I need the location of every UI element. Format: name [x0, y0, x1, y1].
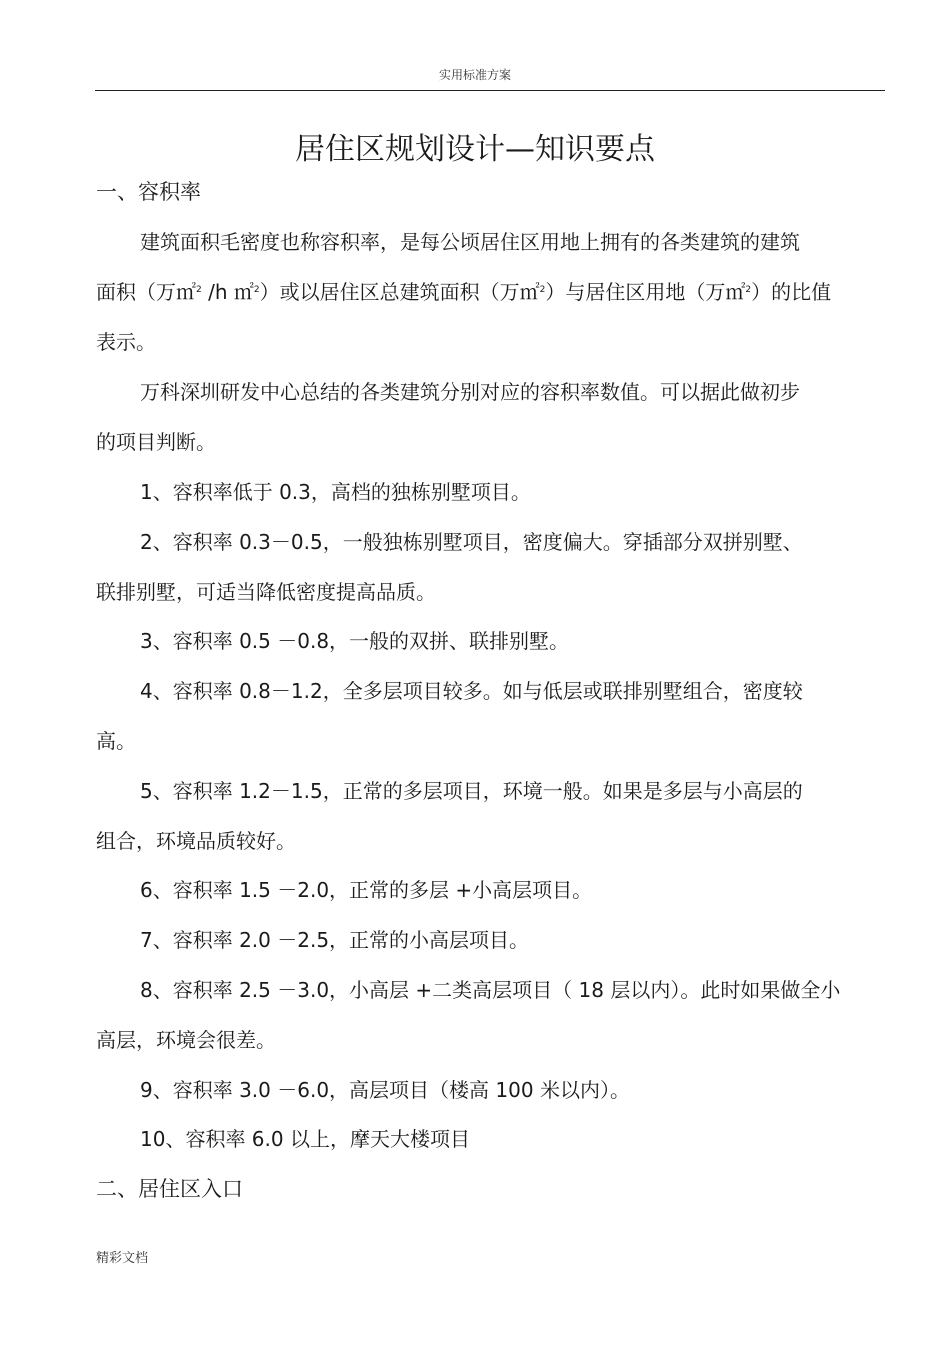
- list-item-7: 7、容积率 2.0 －2.5，正常的小高层项目。: [140, 928, 530, 952]
- list-item-4-line-2: 高。: [96, 729, 136, 753]
- list-item-9: 9、容积率 3.0 －6.0，高层项目（楼高 100 米以内）。: [140, 1078, 630, 1102]
- paragraph-1-line-1: 建筑面积毛密度也称容积率，是每公顷居住区用地上拥有的各类建筑的建筑: [140, 230, 800, 254]
- page-footer: 精彩文档: [96, 1251, 149, 1266]
- document-title: 居住区规划设计—知识要点: [295, 132, 655, 167]
- list-item-8-line-1: 8、容积率 2.5 －3.0，小高层 +二类高层项目（ 18 层以内）。此时如果做全小: [140, 978, 841, 1002]
- list-item-5-line-1: 5、容积率 1.2－1.5，正常的多层项目，环境一般。如果是多层与小高层的: [140, 779, 803, 803]
- paragraph-2-line-1: 万科深圳研发中心总结的各类建筑分别对应的容积率数值。可以据此做初步: [140, 380, 800, 404]
- list-item-1: 1、容积率低于 0.3，高档的独栋别墅项目。: [140, 480, 531, 504]
- superscript: 2: [253, 285, 260, 295]
- text-fragment: 面积（万㎡: [96, 280, 196, 304]
- superscript: 2: [539, 285, 546, 295]
- superscript: 2: [745, 285, 752, 295]
- list-item-10: 10、容积率 6.0 以上，摩天大楼项目: [140, 1127, 470, 1151]
- text-fragment: /h ㎡: [201, 280, 254, 304]
- text-fragment: ）或以居住区总建筑面积（万㎡: [259, 280, 540, 304]
- header-divider: [95, 90, 885, 91]
- list-item-5-line-2: 组合，环境品质较好。: [96, 829, 296, 853]
- list-item-3: 3、容积率 0.5 －0.8，一般的双拼、联排别墅。: [140, 629, 570, 653]
- list-item-2-line-1: 2、容积率 0.3－0.5，一般独栋别墅项目，密度偏大。穿插部分双拼别墅、: [140, 530, 803, 554]
- list-item-6: 6、容积率 1.5 －2.0，正常的多层 +小高层项目。: [140, 878, 593, 902]
- paragraph-1-line-3: 表示。: [96, 330, 156, 354]
- list-item-4-line-1: 4、容积率 0.8－1.2，全多层项目较多。如与低层或联排别墅组合，密度较: [140, 679, 803, 703]
- text-fragment: ）的比值: [751, 280, 832, 304]
- section-heading-2: 二、居住区入口: [96, 1177, 243, 1201]
- paragraph-1-line-2: [96, 278, 831, 306]
- superscript: 2: [196, 285, 202, 295]
- page-header: 实用标准方案: [438, 68, 511, 82]
- section-heading-1: 一、容积率: [96, 180, 201, 204]
- paragraph-2-line-2: 的项目判断。: [96, 430, 216, 454]
- text-fragment: ）与居住区用地（万㎡: [545, 280, 746, 304]
- list-item-8-line-2: 高层，环境会很差。: [96, 1028, 276, 1052]
- list-item-2-line-2: 联排别墅，可适当降低密度提高品质。: [96, 580, 436, 604]
